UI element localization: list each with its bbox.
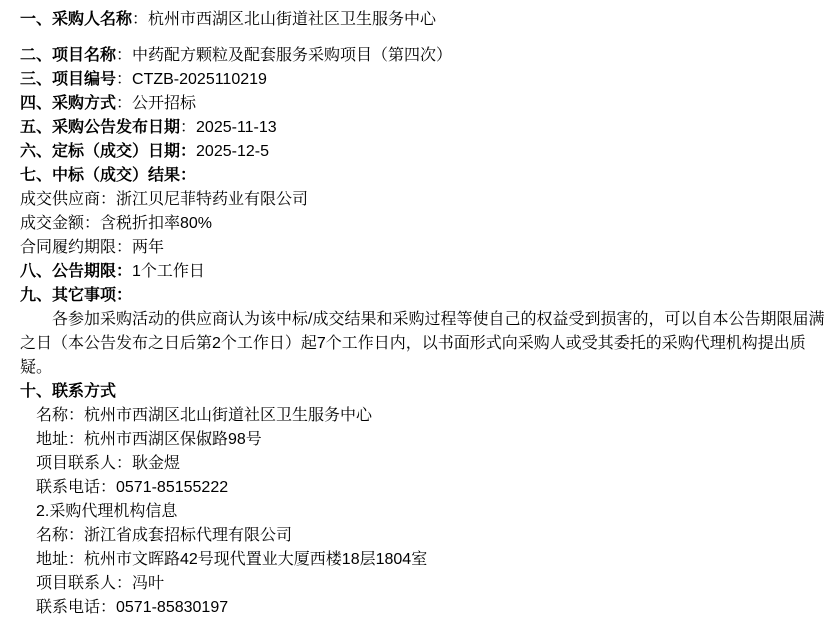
agency-name-line: 名称：浙江省成套招标代理有限公司 <box>36 527 293 544</box>
purchaser-name-label: 一、采购人名称 <box>20 11 133 28</box>
purchaser-contact-name-line: 名称：杭州市西湖区北山街道社区卫生服务中心 <box>36 407 373 424</box>
procurement-method-label: 四、采购方式 <box>20 95 117 112</box>
purchaser-contact-phone-line: 联系电话：0571-85155222 <box>36 479 229 496</box>
agency-contact-person-line: 项目联系人：冯叶 <box>36 575 165 592</box>
procurement-method-line <box>20 92 826 116</box>
agency-info-heading: 2.采购代理机构信息 <box>36 503 178 520</box>
award-result-label: 七、中标（成交）结果： <box>20 167 197 184</box>
project-number-line <box>20 68 826 92</box>
amount-line: 成交金额：含税折扣率80% <box>20 215 213 232</box>
contact-heading <box>20 380 826 404</box>
other-matters-paragraph: 各参加采购活动的供应商认为该中标/成交结果和采购过程等使自己的权益受到损害的，可以自本公告期限届满之日（本公告发布之日后第2个工作日）起7个工作日内，以书面形式向采购人或受其委托的采购代理机构提出质疑。 <box>20 311 825 376</box>
award-result-heading <box>20 164 826 188</box>
other-matters-label: 九、其它事项： <box>20 287 133 304</box>
award-date-value: 2025-12-5 <box>196 143 269 160</box>
project-number-value: ：CTZB-2025110219 <box>116 71 267 88</box>
award-date-label: 六、定标（成交）日期： <box>20 143 197 160</box>
contact-label: 十、联系方式 <box>20 383 117 400</box>
agency-phone-line: 联系电话：0571-85830197 <box>36 599 229 616</box>
agency-address-line: 地址：杭州市文晖路42号现代置业大厦西楼18层1804室 <box>36 551 428 568</box>
project-number-label: 三、项目编号 <box>20 71 117 88</box>
announcement-date-value: ：2025-11-13 <box>180 119 277 136</box>
procurement-method-value: ：公开招标 <box>116 95 197 112</box>
project-name-line <box>20 44 826 68</box>
notice-period-label: 八、公告期限： <box>20 263 133 280</box>
other-matters-heading <box>20 284 826 308</box>
project-name-label: 二、项目名称 <box>20 47 117 64</box>
project-name-value: ：中药配方颗粒及配套服务采购项目（第四次） <box>116 47 453 64</box>
purchaser-name-value: ：杭州市西湖区北山街道社区卫生服务中心 <box>132 11 437 28</box>
award-date-line <box>20 140 826 164</box>
contract-term-line: 合同履约期限：两年 <box>20 239 165 256</box>
purchaser-contact-address-line: 地址：杭州市西湖区保俶路98号 <box>36 431 262 448</box>
announcement-date-line <box>20 116 826 140</box>
notice-period-value: 1个工作日 <box>132 263 205 280</box>
purchaser-name-line <box>20 8 826 32</box>
announcement-date-label: 五、采购公告发布日期 <box>20 119 181 136</box>
notice-period-line <box>20 260 826 284</box>
supplier-line: 成交供应商：浙江贝尼菲特药业有限公司 <box>20 191 309 208</box>
purchaser-contact-person-line: 项目联系人：耿金煜 <box>36 455 181 472</box>
